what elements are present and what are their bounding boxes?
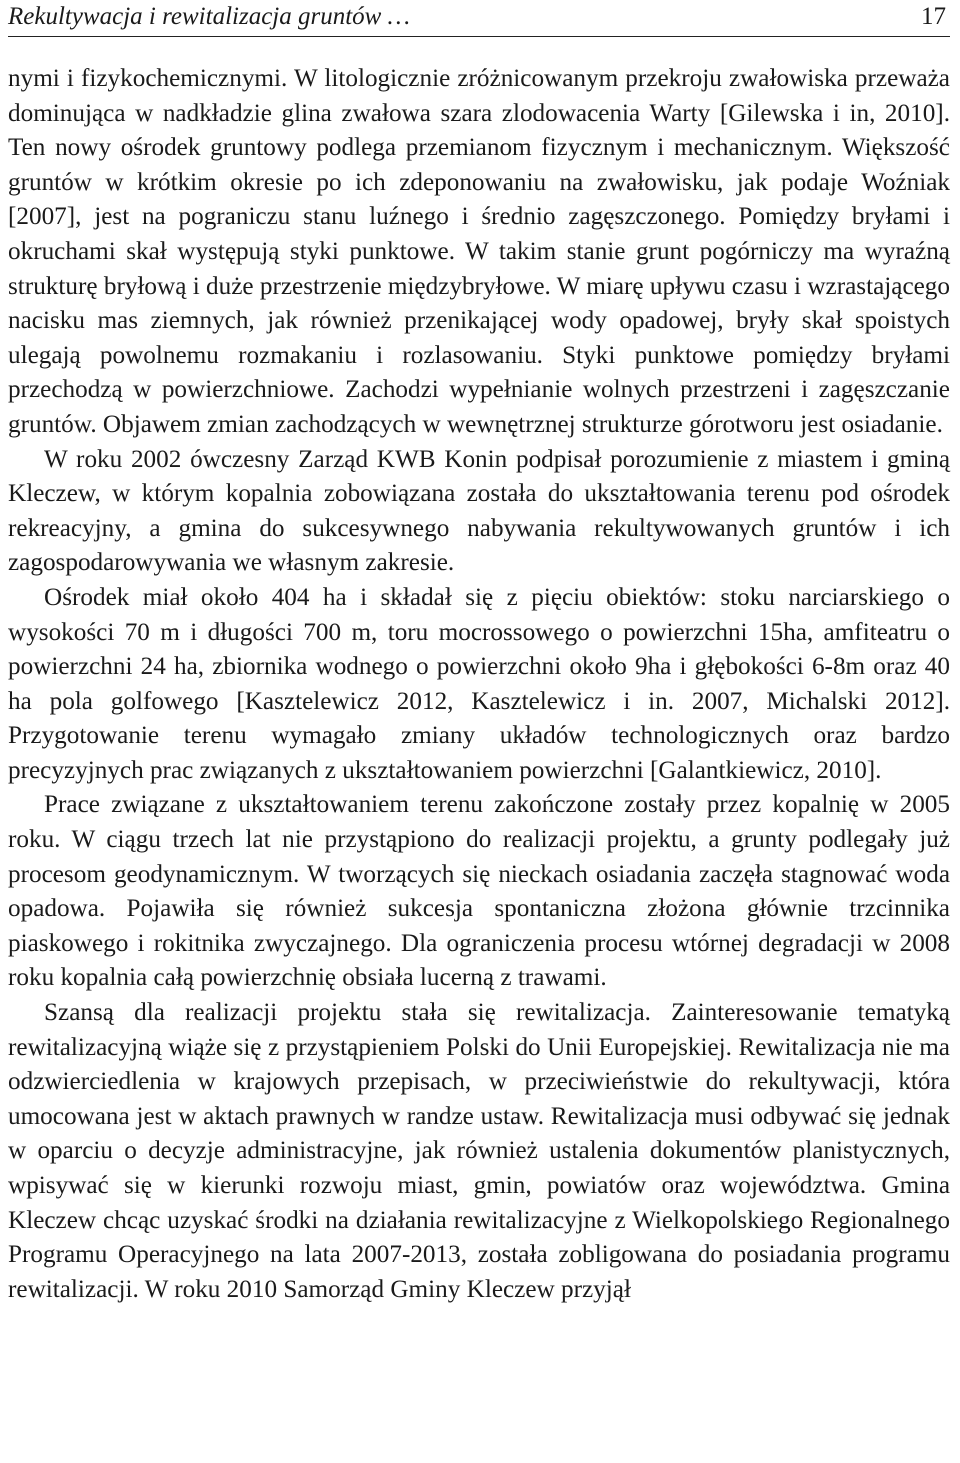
- paragraph: W roku 2002 ówczesny Zarząd KWB Konin podpisał porozumienie z miastem i gminą Kleczew, w którym kopalnia zobowiązana została do ukształtowania terenu pod ośrodek rekreacyjny, a gmina do sukcesywnego nabywania rekultywowanych gruntów i ich zagospodarowywania we własnym zakresie.: [8, 445, 950, 577]
- paragraph: Szansą dla realizacji projektu stała się rewitalizacja. Zainteresowanie tematyką rewitalizacyjną wiąże się z przystąpieniem Polski do Unii Europejskiej. Rewitalizacja nie ma odzwierciedlenia w krajowych przepisach, w przeciwieństwie do rekultywacji, która umocowana jest w aktach prawnych w randze ustaw. Rewitalizacja musi odbywać się jednak w oparciu o decyzje administracyjne, jak również ustalenia dokumentów planistycznych, wpisywać się w kierunki rozwoju miast, gmin, powiatów oraz województwa. Gmina Kleczew chcąc uzyskać środki na działania rewitalizacyjne z Wielkopolskiego Regionalnego Programu Operacyjnego na lata 2007-2013, została zobligowana do posiadania programu rewitalizacji. W roku 2010 Samorząd Gminy Kleczew przyjął: [8, 999, 950, 1303]
- paragraph: nymi i fizykochemicznymi. W litologicznie zróżnicowanym przekroju zwałowiska przeważa dominująca w nadkładzie glina zwałowa szara zlodowacenia Warty [Gilewska i in, 2010]. Ten nowy ośrodek gruntowy podlega przemianom fizycznym i mechanicznym. Większość gruntów w krótkim okresie po ich zdeponowaniu na zwałowisku, jak podaje Woźniak [2007], jest na pograniczu stanu luźnego i średnio zagęszczonego. Pomiędzy bryłami i okruchami skał występują styki punktowe. W takim stanie grunt pogórniczy ma wyraźną strukturę bryłową i duże przestrzenie międzybryłowe. W miarę upływu czasu i wzrastającego nacisku mas ziemnych, jak również przenikającej wody opadowej, bryły skał spoistych ulegają powolnemu rozmakaniu i rozlasowaniu. Styki punktowe pomiędzy bryłami przechodzą w powierzchniowe. Zachodzi wypełnianie wolnych przestrzeni i zagęszczanie gruntów. Objawem zmian zachodzących w wewnętrznej strukturze górotworu jest osiadanie.: [8, 65, 950, 438]
- paragraph: Prace związane z ukształtowaniem terenu zakończone zostały przez kopalnię w 2005 roku. W ciągu trzech lat nie przystąpiono do realizacji projektu, a grunty podlegały już procesom geodynamicznym. W tworzących się nieckach osiadania zaczęła stagnować woda opadowa. Pojawiła się również sukcesja spontaniczna złożona głównie trzcinnika piaskowego i rokitnika zwyczajnego. Dla ograniczenia procesu wtórnej degradacji w 2008 roku kopalnia całą powierzchnię obsiała lucerną z trawami.: [8, 791, 950, 992]
- paragraph: Ośrodek miał około 404 ha i składał się z pięciu obiektów: stoku narciarskiego o wysokości 70 m i długości 700 m, toru mocrossowego o powierzchni 15ha, amfiteatru o powierzchni 24 ha, zbiornika wodnego o powierzchni około 9ha i głębokości 6-8m oraz 40 ha pola golfowego [Kasztelewicz 2012, Kasztelewicz i in. 2007, Michalski 2012]. Przygotowanie terenu wymagało zmiany układów technologicznych oraz bardzo precyzyjnych prac związanych z ukształtowaniem powierzchni [Galantkiewicz, 2010].: [8, 583, 950, 784]
- page-number: 17: [921, 3, 946, 30]
- running-title: Rekultywacja i rewitalizacja gruntów …: [8, 3, 410, 30]
- body-text: [8, 62, 950, 1307]
- running-header: [8, 0, 950, 37]
